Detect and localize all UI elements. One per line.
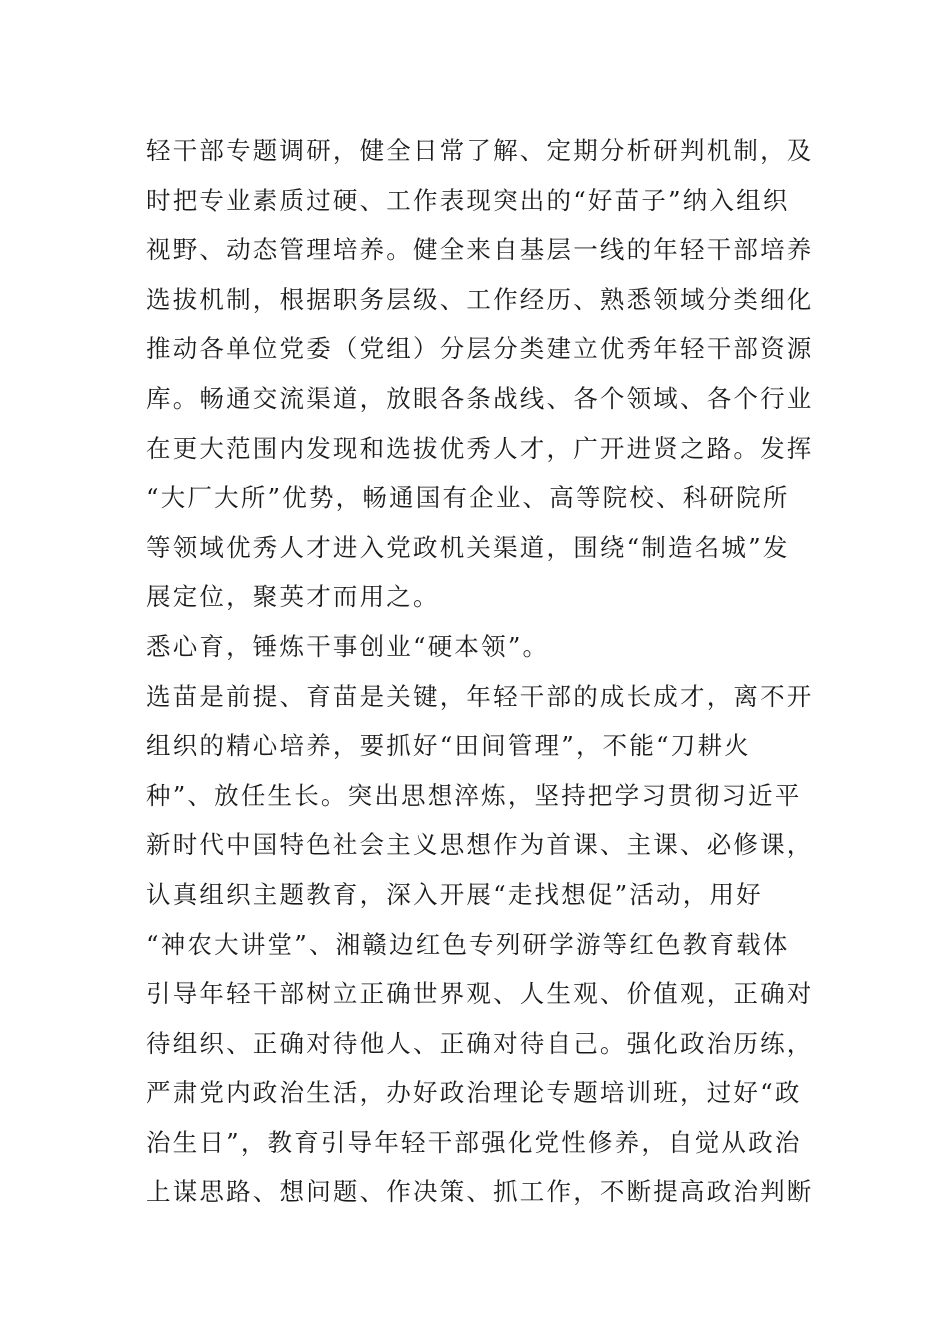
section-heading: 悉心育，锤炼干事创业“硬本领”。 <box>146 631 550 661</box>
text-line: 等领域优秀人才进入党政机关渠道，围绕“制造名城”发 <box>146 532 790 562</box>
text-line: 引导年轻干部树立正确世界观、人生观、价值观，正确对 <box>146 979 814 1009</box>
text-line: 时把专业素质过硬、工作表现突出的“好苗子”纳入组织 <box>146 185 790 215</box>
text-line: 在更大范围内发现和选拔优秀人才，广开进贤之路。发挥 <box>146 433 814 463</box>
body-text <box>146 126 816 1217</box>
text-line: 推动各单位党委（党组）分层分类建立优秀年轻干部资源 <box>146 334 814 364</box>
text-line: 新时代中国特色社会主义思想作为首课、主课、必修课， <box>146 830 814 860</box>
text-line: 库。畅通交流渠道，放眼各条战线、各个领域、各个行业 <box>146 383 814 413</box>
text-line: 上谋思路、想问题、作决策、抓工作，不断提高政治判断 <box>146 1177 814 1207</box>
text-line: 组织的精心培养，要抓好“田间管理”，不能“刀耕火 <box>146 731 751 761</box>
text-line: 认真组织主题教育，深入开展“走找想促”活动，用好 <box>146 879 763 909</box>
text-line: 视野、动态管理培养。健全来自基层一线的年轻干部培养 <box>146 235 814 265</box>
text-line: 种”、放任生长。突出思想淬炼，坚持把学习贯彻习近平 <box>146 780 802 810</box>
text-line: 严肃党内政治生活，办好政治理论专题培训班，过好“政 <box>146 1078 802 1108</box>
text-line: 待组织、正确对待他人、正确对待自己。强化政治历练， <box>146 1028 814 1058</box>
text-line: “大厂大所”优势，畅通国有企业、高等院校、科研院所 <box>146 483 790 513</box>
text-line: 选苗是前提、育苗是关键，年轻干部的成长成才，离不开 <box>146 681 814 711</box>
text-line: 展定位，聚英才而用之。 <box>146 582 440 612</box>
text-line: 治生日”，教育引导年轻干部强化党性修养，自觉从政治 <box>146 1127 802 1157</box>
text-line: 选拔机制，根据职务层级、工作经历、熟悉领域分类细化 <box>146 284 814 314</box>
text-line: “神农大讲堂”、湘赣边红色专列研学游等红色教育载体 <box>146 929 790 959</box>
text-line: 轻干部专题调研，健全日常了解、定期分析研判机制，及 <box>146 136 814 165</box>
